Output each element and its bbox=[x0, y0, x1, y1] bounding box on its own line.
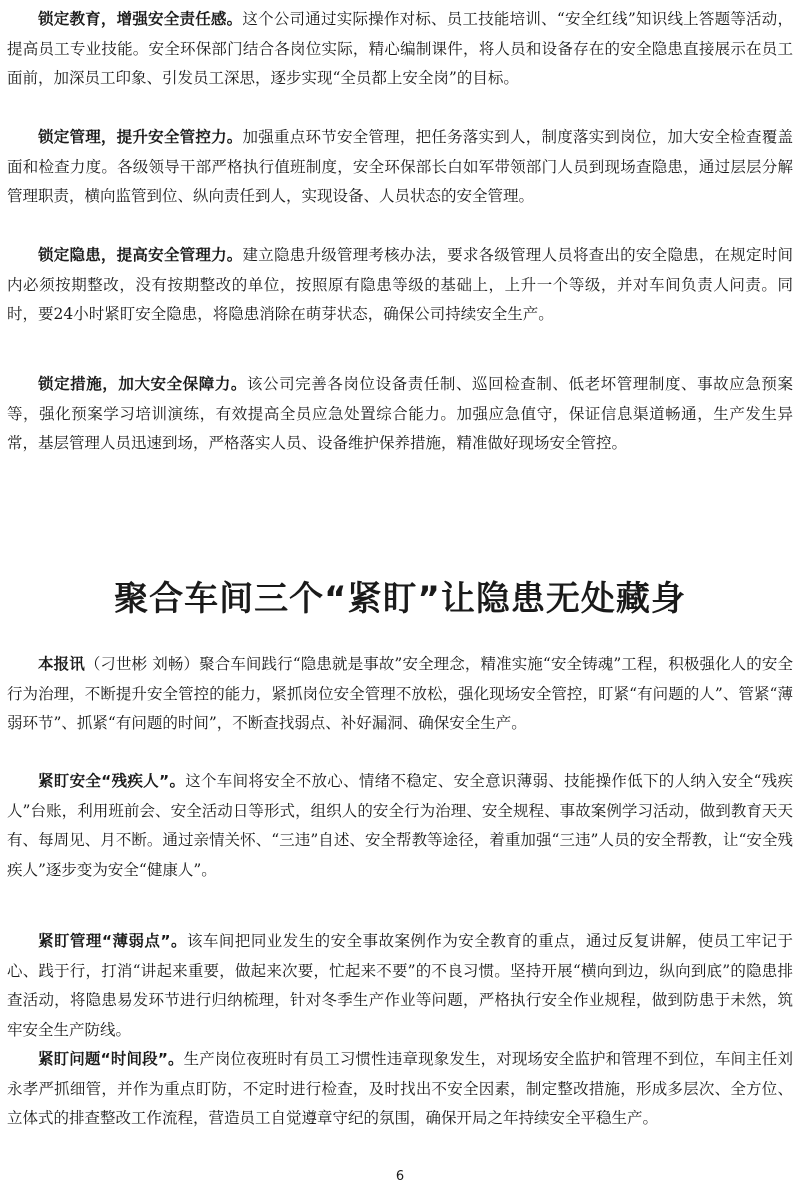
paragraph-lead: 紧盯管理“薄弱点”。 bbox=[38, 932, 187, 950]
paragraph-lead: 本报讯 bbox=[38, 655, 85, 673]
paragraph-text: 这个车间将安全不放心、情绪不稳定、安全意识薄弱、技能操作低下的人纳入安全“残疾人”台账，利用班前会、安全活动日等形式，组织人的安全行为治理、安全规程、事故案例学习活动，做到教育天天有、每周见、月不断。通过亲情关怀、“三违”自述、安全帮教等途径，着重加强“三违”人员的安全帮教，让“安全残疾人”逐步变为安全“健康人”。 bbox=[7, 772, 793, 879]
article-paragraph-2 bbox=[7, 767, 793, 885]
paragraph-text: 生产岗位夜班时有员工习惯性违章现象发生，对现场安全监护和管理不到位，车间主任刘永孝严抓细管，并作为重点盯防，不定时进行检查，及时找出不安全因素，制定整改措施，形成多层次、全方位、立体式的排查整改工作流程，营造员工自觉遵章守纪的氛围，确保开局之年持续安全平稳生产。 bbox=[7, 1050, 793, 1127]
paragraph-lead: 紧盯安全“残疾人”。 bbox=[38, 772, 186, 790]
top-paragraph-4 bbox=[7, 370, 793, 459]
top-paragraph-2 bbox=[7, 123, 793, 212]
article-paragraph-1 bbox=[7, 650, 793, 739]
top-paragraph-1 bbox=[7, 5, 793, 94]
article-paragraph-3 bbox=[7, 927, 793, 1045]
paragraph-text: 加强重点环节安全管理，把任务落实到人，制度落实到岗位，加大安全检查覆盖面和检查力度。各级领导干部严格执行值班制度，安全环保部长白如军带领部门人员到现场查隐患，通过层层分解管理职责，横向监管到位、纵向责任到人，实现设备、人员状态的安全管理。 bbox=[7, 128, 793, 205]
page-number: 6 bbox=[395, 1169, 405, 1184]
top-paragraph-3 bbox=[7, 241, 793, 330]
paragraph-text: （刁世彬 刘畅）聚合车间践行“隐患就是事故”安全理念，精准实施“安全铸魂”工程，积极强化人的安全行为治理，不断提升安全管控的能力，紧抓岗位安全管理不放松，强化现场安全管控，盯紧“有问题的人”、管紧“薄弱环节”、抓紧“有问题的时间”，不断查找弱点、补好漏洞、确保安全生产。 bbox=[7, 655, 793, 732]
paragraph-lead: 锁定管理，提升安全管控力。 bbox=[38, 128, 243, 146]
paragraph-lead: 锁定隐患，提高安全管理力。 bbox=[38, 246, 243, 264]
paragraph-text: 该公司完善各岗位设备责任制、巡回检查制、低老坏管理制度、事故应急预案等，强化预案学习培训演练，有效提高全员应急处置综合能力。加强应急值守，保证信息渠道畅通，生产发生异常，基层管理人员迅速到场，严格落实人员、设备维护保养措施，精准做好现场安全管控。 bbox=[7, 375, 793, 452]
paragraph-text: 这个公司通过实际操作对标、员工技能培训、“安全红线”知识线上答题等活动，提高员工专业技能。安全环保部门结合各岗位实际，精心编制课件，将人员和设备存在的安全隐患直接展示在员工面前，加深员工印象、引发员工深思，逐步实现“全员都上安全岗”的目标。 bbox=[7, 10, 793, 87]
paragraph-lead: 锁定教育，增强安全责任感。 bbox=[38, 10, 243, 28]
article-title: 聚合车间三个“紧盯”让隐患无处藏身 bbox=[114, 579, 686, 619]
paragraph-lead: 紧盯问题“时间段”。 bbox=[38, 1050, 184, 1068]
paragraph-lead: 锁定措施，加大安全保障力。 bbox=[38, 375, 247, 393]
paragraph-text: 建立隐患升级管理考核办法，要求各级管理人员将查出的安全隐患，在规定时间内必须按期整改，没有按期整改的单位，按照原有隐患等级的基础上，上升一个等级，并对车间负责人问责。同时，要24小时紧盯安全隐患，将隐患消除在萌芽状态，确保公司持续安全生产。 bbox=[7, 246, 793, 323]
article-paragraph-4 bbox=[7, 1045, 793, 1134]
paragraph-text: 该车间把同业发生的安全事故案例作为安全教育的重点，通过反复讲解，使员工牢记于心、践于行，打消“讲起来重要，做起来次要，忙起来不要”的不良习惯。坚持开展“横向到边，纵向到底”的隐患排查活动，将隐患易发环节进行归纳梳理，针对冬季生产作业等问题，严格执行安全作业规程，做到防患于未然，筑牢安全生产防线。 bbox=[7, 932, 793, 1039]
